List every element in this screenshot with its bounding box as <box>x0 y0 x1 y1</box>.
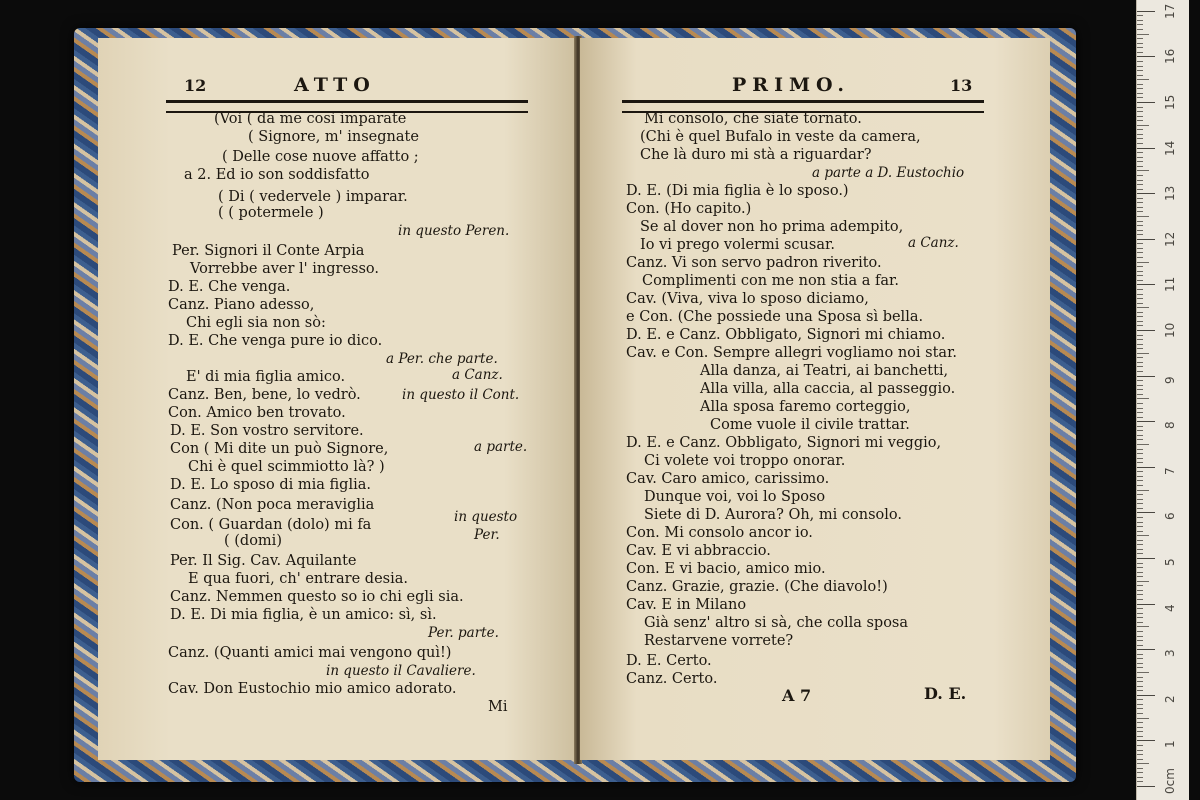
catchword: D. E. <box>924 684 967 703</box>
ruler-tick <box>1137 366 1143 367</box>
ruler-label: 8 <box>1163 421 1177 430</box>
ruler-tick <box>1137 722 1143 723</box>
text-line: ( Di ( vedervele ) imparar. <box>218 189 408 205</box>
text-line: Vorrebbe aver l' ingresso. <box>190 261 379 277</box>
stage-direction: in questo il Cavaliere. <box>326 663 476 679</box>
ruler-tick <box>1137 15 1143 16</box>
ruler-tick <box>1137 325 1143 326</box>
ruler-tick <box>1137 626 1149 627</box>
ruler-tick <box>1137 29 1143 30</box>
ruler-label: 7 <box>1163 467 1177 475</box>
ruler-tick <box>1137 467 1155 468</box>
ruler-tick <box>1137 503 1143 504</box>
ruler-tick <box>1137 24 1143 25</box>
ruler-label: 4 <box>1163 603 1177 612</box>
text-line: ( ( potermele ) <box>218 205 324 221</box>
ruler-tick <box>1137 512 1155 513</box>
ruler-tick <box>1137 157 1143 158</box>
ruler-tick <box>1137 439 1143 440</box>
ruler-tick <box>1137 216 1149 217</box>
ruler-tick <box>1137 66 1143 67</box>
stage-direction: a parte a D. Eustochio <box>812 165 965 181</box>
stage-direction: Per. <box>474 527 500 543</box>
ruler-tick <box>1137 777 1143 778</box>
ruler-label: 15 <box>1163 94 1177 110</box>
ruler-tick <box>1137 184 1143 185</box>
ruler-tick <box>1137 412 1143 413</box>
ruler-tick <box>1137 540 1143 541</box>
ruler-tick <box>1137 681 1143 682</box>
page-number: 13 <box>950 76 973 95</box>
ruler-tick <box>1137 138 1143 139</box>
text-line: Canz. Nemmen questo so io chi egli sia. <box>170 589 464 605</box>
ruler-tick <box>1137 180 1143 181</box>
stage-direction: a parte. <box>474 439 528 455</box>
ruler-tick <box>1137 471 1143 472</box>
ruler-tick <box>1137 52 1143 53</box>
left-page <box>98 38 576 760</box>
ruler-tick <box>1137 344 1143 345</box>
running-head: ATTO <box>294 74 376 96</box>
ruler-tick <box>1137 585 1143 586</box>
text-line: D. E. Certo. <box>626 653 712 669</box>
ruler-tick <box>1137 480 1143 481</box>
text-line: D. E. Di mia figlia, è un amico: sì, sì. <box>170 607 437 623</box>
text-line: a 2. Ed io son soddisfatto <box>184 167 370 183</box>
ruler-tick <box>1137 581 1149 582</box>
ruler-tick <box>1137 535 1149 536</box>
text-line: Cav. E in Milano <box>626 597 747 613</box>
ruler-tick <box>1137 189 1143 190</box>
ruler-tick <box>1137 526 1143 527</box>
ruler-tick <box>1137 608 1143 609</box>
ruler-tick <box>1137 11 1155 12</box>
ruler-tick <box>1137 111 1143 112</box>
text-line: Con ( Mi dite un può Signore, <box>170 441 389 457</box>
ruler-label: 10 <box>1163 322 1177 338</box>
ruler-tick <box>1137 339 1143 340</box>
ruler-tick <box>1137 485 1143 486</box>
ruler-tick <box>1137 613 1143 614</box>
ruler-tick <box>1137 759 1143 760</box>
text-line: D. E. Lo sposo di mia figlia. <box>170 477 371 493</box>
ruler-tick <box>1137 462 1143 463</box>
text-line: E' di mia figlia amico. <box>186 369 346 385</box>
ruler-tick <box>1137 649 1155 650</box>
ruler-tick <box>1137 252 1143 253</box>
ruler-tick <box>1137 444 1149 445</box>
ruler-tick <box>1137 421 1155 422</box>
ruler-tick <box>1137 61 1143 62</box>
ruler-tick <box>1137 20 1143 21</box>
ruler-tick <box>1137 704 1143 705</box>
ruler-tick <box>1137 677 1143 678</box>
text-line: D. E. Che venga. <box>168 279 291 295</box>
ruler-tick <box>1137 294 1143 295</box>
text-line: Alla villa, alla caccia, al passeggio. <box>700 381 956 397</box>
signature-mark: A 7 <box>782 686 812 705</box>
ruler-label: 16 <box>1163 49 1177 65</box>
ruler-tick <box>1137 631 1143 632</box>
ruler-tick <box>1137 166 1143 167</box>
ruler-tick <box>1137 353 1149 354</box>
ruler-tick <box>1137 125 1149 126</box>
ruler-tick <box>1137 266 1143 267</box>
text-line: (Voi ( da me così imparate <box>214 111 407 127</box>
ruler-tick <box>1137 230 1143 231</box>
text-line: E qua fuori, ch' entrare desia. <box>188 571 408 587</box>
ruler-label: 17 <box>1163 3 1177 19</box>
text-line: Canz. Ben, bene, lo vedrò. <box>168 387 361 403</box>
ruler-tick <box>1137 617 1143 618</box>
ruler-tick <box>1137 690 1143 691</box>
text-line: Alla sposa faremo corteggio, <box>700 399 911 415</box>
ruler-tick <box>1137 458 1143 459</box>
ruler-label: 9 <box>1163 375 1177 384</box>
text-line: Canz. (Non poca meraviglia <box>170 497 375 513</box>
ruler-label: 13 <box>1163 185 1177 202</box>
ruler-tick <box>1137 768 1143 769</box>
ruler-tick <box>1137 129 1143 130</box>
text-line: Cav. e Con. Sempre allegri vogliamo noi star. <box>626 345 958 361</box>
ruler-tick <box>1137 731 1143 732</box>
ruler-tick <box>1137 604 1155 605</box>
ruler-tick <box>1137 298 1143 299</box>
ruler-tick <box>1137 699 1143 700</box>
ruler-tick <box>1137 449 1143 450</box>
text-line: Con. ( Guardan (dolo) mi fa <box>170 517 372 533</box>
ruler-tick <box>1137 207 1143 208</box>
text-line: D. E. e Canz. Obbligato, Signori mi chiamo. <box>626 327 946 343</box>
text-line: D. E. (Di mia figlia è lo sposo.) <box>626 183 849 199</box>
ruler-tick <box>1137 544 1143 545</box>
ruler-tick <box>1137 38 1143 39</box>
ruler-tick <box>1137 736 1143 737</box>
ruler-tick <box>1137 330 1155 331</box>
text-line: Complimenti con me non stia a far. <box>642 273 899 289</box>
text-line: Come vuole il civile trattar. <box>710 417 910 433</box>
ruler-tick <box>1137 47 1143 48</box>
ruler-tick <box>1137 143 1143 144</box>
text-line: Con. Mi consolo ancor io. <box>626 525 813 541</box>
ruler-tick <box>1137 75 1143 76</box>
ruler-label: 11 <box>1163 277 1177 293</box>
ruler-tick <box>1137 248 1143 249</box>
ruler-tick <box>1137 102 1155 103</box>
text-line: Canz. Piano adesso, <box>168 297 315 313</box>
ruler-tick <box>1137 262 1149 263</box>
ruler-tick <box>1137 385 1143 386</box>
ruler-tick <box>1137 654 1143 655</box>
ruler-tick <box>1137 280 1143 281</box>
text-line: ( (domi) <box>224 533 282 549</box>
ruler-label: 1 <box>1163 740 1177 749</box>
ruler-tick <box>1137 645 1143 646</box>
ruler-tick <box>1137 567 1143 568</box>
ruler-tick <box>1137 708 1143 709</box>
ruler-tick <box>1137 362 1143 363</box>
stage-direction: a Canz. <box>452 367 503 383</box>
text-line: Chi è quel scimmiotto là? ) <box>188 459 385 475</box>
ruler-tick <box>1137 695 1155 696</box>
ruler-tick <box>1137 718 1149 719</box>
stage-direction: a Canz. <box>908 235 959 251</box>
ruler-tick <box>1137 772 1143 773</box>
ruler-tick <box>1137 499 1143 500</box>
text-line: D. E. e Canz. Obbligato, Signori mi veggio, <box>626 435 942 451</box>
ruler-tick <box>1137 590 1143 591</box>
ruler-tick <box>1137 494 1143 495</box>
ruler-tick <box>1137 211 1143 212</box>
ruler-tick <box>1137 234 1143 235</box>
ruler-tick <box>1137 622 1143 623</box>
page-number: 12 <box>184 76 207 95</box>
ruler-tick <box>1137 394 1143 395</box>
ruler-tick <box>1137 563 1143 564</box>
ruler-tick <box>1137 740 1155 741</box>
text-line: Mi consolo, che siate tornato. <box>644 111 862 127</box>
ruler-tick <box>1137 476 1143 477</box>
ruler-tick <box>1137 380 1143 381</box>
stage-direction: Per. parte. <box>428 625 499 641</box>
ruler-tick <box>1137 713 1143 714</box>
ruler-tick <box>1137 786 1155 787</box>
ruler-tick <box>1137 239 1155 240</box>
ruler-tick <box>1137 430 1143 431</box>
text-line: Cav. Don Eustochio mio amico adorato. <box>168 681 457 697</box>
ruler-tick <box>1137 750 1143 751</box>
text-line: Con. E vi bacio, amico mio. <box>626 561 826 577</box>
ruler-tick <box>1137 289 1143 290</box>
ruler-label: 14 <box>1163 140 1177 156</box>
right-page <box>580 38 1050 760</box>
ruler-tick <box>1137 148 1155 149</box>
ruler-tick <box>1137 398 1149 399</box>
text-line: Già senz' altro si sà, che colla sposa <box>644 615 909 631</box>
ruler-tick <box>1137 508 1143 509</box>
catchword: Mi <box>488 699 508 715</box>
ruler-tick <box>1137 43 1143 44</box>
text-line: Dunque voi, voi lo Sposo <box>644 489 826 505</box>
text-line: Cav. (Viva, viva lo sposo diciamo, <box>626 291 869 307</box>
ruler-tick <box>1137 243 1143 244</box>
text-line: Se al dover non ho prima adempito, <box>640 219 904 235</box>
ruler-tick <box>1137 435 1143 436</box>
ruler-tick <box>1137 727 1143 728</box>
text-line: Canz. Grazie, grazie. (Che diavolo!) <box>626 579 888 595</box>
measuring-ruler <box>1136 0 1189 800</box>
ruler-tick <box>1137 134 1143 135</box>
ruler-tick <box>1137 531 1143 532</box>
ruler-tick <box>1137 161 1143 162</box>
ruler-tick <box>1137 348 1143 349</box>
ruler-tick <box>1137 321 1143 322</box>
text-line: Restarvene vorrete? <box>644 633 794 649</box>
ruler-tick <box>1137 517 1143 518</box>
ruler-tick <box>1137 202 1143 203</box>
ruler-tick <box>1137 781 1143 782</box>
ruler-tick <box>1137 371 1143 372</box>
text-line: D. E. Son vostro servitore. <box>170 423 364 439</box>
ruler-label: 2 <box>1163 695 1177 703</box>
ruler-tick <box>1137 403 1143 404</box>
stage-direction: in questo <box>454 509 518 525</box>
ruler-tick <box>1137 198 1143 199</box>
ruler-tick <box>1137 335 1143 336</box>
ruler-tick <box>1137 636 1143 637</box>
text-line: Ci volete voi troppo onorar. <box>644 453 846 469</box>
ruler-tick <box>1137 97 1143 98</box>
ruler-tick <box>1137 107 1143 108</box>
ruler-tick <box>1137 70 1143 71</box>
ruler-tick <box>1137 284 1155 285</box>
ruler-tick <box>1137 558 1155 559</box>
text-line: Canz. (Quanti amici mai vengono quì!) <box>168 645 452 661</box>
ruler-tick <box>1137 663 1143 664</box>
ruler-tick <box>1137 426 1143 427</box>
ruler-tick <box>1137 763 1149 764</box>
ruler-tick <box>1137 490 1149 491</box>
ruler-tick <box>1137 754 1143 755</box>
stage-direction: a Per. che parte. <box>386 351 498 367</box>
text-line: Con. (Ho capito.) <box>626 201 752 217</box>
ruler-tick <box>1137 453 1143 454</box>
ruler-tick <box>1137 152 1143 153</box>
text-line: Canz. Vi son servo padron riverito. <box>626 255 882 271</box>
ruler-tick <box>1137 56 1155 57</box>
ruler-tick <box>1137 376 1155 377</box>
ruler-tick <box>1137 576 1143 577</box>
ruler-tick <box>1137 170 1149 171</box>
ruler-tick <box>1137 316 1143 317</box>
ruler-tick <box>1137 225 1143 226</box>
ruler-tick <box>1137 79 1149 80</box>
ruler-tick <box>1137 120 1143 121</box>
ruler-label: 3 <box>1163 649 1177 658</box>
running-head: PRIMO. <box>732 74 851 96</box>
ruler-tick <box>1137 408 1143 409</box>
ruler-tick <box>1137 640 1143 641</box>
ruler-tick <box>1137 93 1143 94</box>
ruler-tick <box>1137 175 1143 176</box>
text-line: e Con. (Che possiede una Sposa sì bella. <box>626 309 924 325</box>
ruler-tick <box>1137 658 1143 659</box>
ruler-tick <box>1137 307 1149 308</box>
text-line: Che là duro mi stà a riguardar? <box>640 147 872 163</box>
ruler-tick <box>1137 686 1143 687</box>
text-line: Cav. E vi abbraccio. <box>626 543 771 559</box>
text-line: Alla danza, ai Teatri, ai banchetti, <box>700 363 949 379</box>
ruler-tick <box>1137 221 1143 222</box>
ruler-tick <box>1137 193 1155 194</box>
ruler-tick <box>1137 34 1149 35</box>
ruler-tick <box>1137 599 1143 600</box>
text-line: D. E. Che venga pure io dico. <box>168 333 383 349</box>
text-line: ( Signore, m' insegnate <box>248 129 419 145</box>
text-line: Siete di D. Aurora? Oh, mi consolo. <box>644 507 902 523</box>
text-line: Per. Il Sig. Cav. Aquilante <box>170 553 357 569</box>
ruler-tick <box>1137 88 1143 89</box>
text-line: Per. Signori il Conte Arpia <box>172 243 365 259</box>
text-line: Chi egli sia non sò: <box>186 315 326 331</box>
ruler-tick <box>1137 672 1149 673</box>
ruler-tick <box>1137 116 1143 117</box>
stage-direction: in questo Peren. <box>398 223 510 239</box>
ruler-tick <box>1137 257 1143 258</box>
ruler-tick <box>1137 271 1143 272</box>
ruler-label: 5 <box>1163 558 1177 566</box>
stage-direction: in questo il Cont. <box>402 387 520 403</box>
ruler-tick <box>1137 522 1143 523</box>
text-line: Io vi prego volermi scusar. <box>640 237 835 253</box>
text-line: Canz. Certo. <box>626 671 718 687</box>
ruler-tick <box>1137 553 1143 554</box>
ruler-tick <box>1137 417 1143 418</box>
ruler-tick <box>1137 389 1143 390</box>
ruler-tick <box>1137 303 1143 304</box>
ruler-tick <box>1137 312 1143 313</box>
ruler-tick <box>1137 357 1143 358</box>
text-line: Cav. Caro amico, carissimo. <box>626 471 830 487</box>
ruler-tick <box>1137 594 1143 595</box>
text-line: (Chi è quel Bufalo in veste da camera, <box>640 129 921 145</box>
ruler-label: 12 <box>1163 231 1177 247</box>
ruler-tick <box>1137 667 1143 668</box>
ruler-tick <box>1137 275 1143 276</box>
text-line: ( Delle cose nuove affatto ; <box>222 149 419 165</box>
ruler-tick <box>1137 572 1143 573</box>
ruler-tick <box>1137 549 1143 550</box>
ruler-label: 0cm <box>1163 768 1177 794</box>
ruler-tick <box>1137 745 1143 746</box>
ruler-tick <box>1137 84 1143 85</box>
ruler-label: 6 <box>1163 512 1177 521</box>
text-line: Con. Amico ben trovato. <box>168 405 346 421</box>
